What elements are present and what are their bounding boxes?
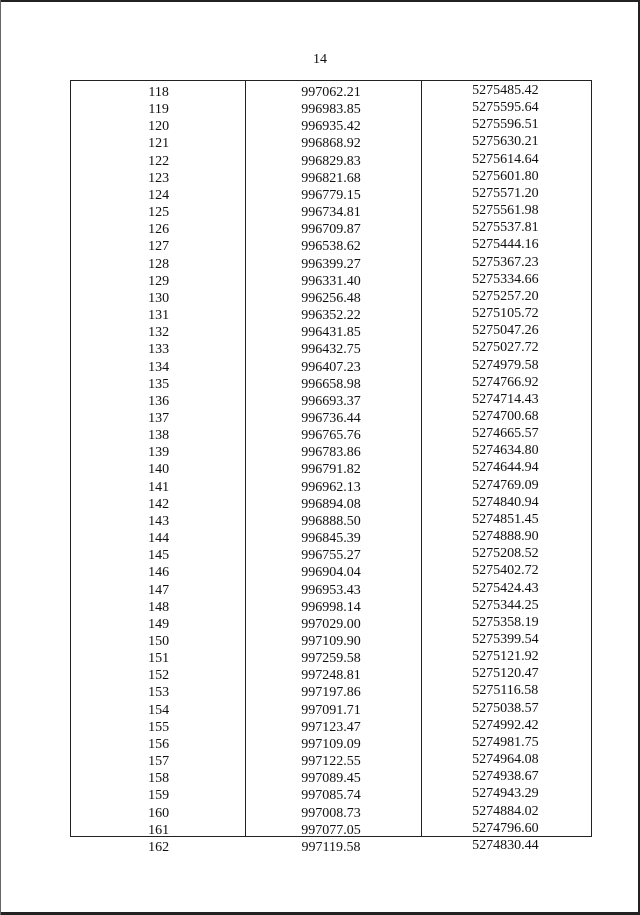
point-number-cell: 144 [148,531,170,547]
x-coordinate-cell: 996407.23 [301,359,361,375]
y-coordinate-cell: 5275424.43 [472,580,539,596]
point-number-cell: 148 [148,599,170,615]
x-coordinate-cell: 997122.55 [301,754,361,770]
point-number-cell: 137 [148,410,170,426]
point-number-cell: 156 [148,736,170,752]
y-coordinate-cell: 5275596.51 [472,117,539,133]
point-number-cell: 154 [148,702,170,718]
x-coordinate-cell: 996331.40 [301,273,361,289]
point-number-cell: 151 [148,651,170,667]
table-row [71,839,591,856]
x-coordinate-cell: 996352.22 [301,308,361,324]
x-coordinate-cell: 996904.04 [301,565,361,581]
y-coordinate-cell: 5274884.02 [472,803,539,819]
point-number-cell: 155 [148,719,170,735]
y-coordinate-cell: 5274938.67 [472,769,539,785]
point-number-cell: 157 [148,754,170,770]
y-coordinate-cell: 5275399.54 [472,632,539,647]
x-coordinate-cell: 996709.87 [301,222,361,238]
x-coordinate-cell: 996693.37 [301,393,361,409]
point-number-cell: 133 [148,342,170,358]
point-number-cell: 135 [148,376,170,392]
x-coordinate-cell: 996962.13 [301,479,361,495]
point-number-cell: 152 [148,668,170,684]
y-coordinate-cell: 5274851.45 [472,511,539,527]
y-coordinate-cell: 5274943.29 [472,786,539,802]
y-coordinate-cell: 5274766.92 [472,374,539,390]
x-coordinate-cell: 997062.21 [301,85,361,100]
point-number-cell: 136 [148,393,170,409]
y-coordinate-cell: 5274714.43 [472,391,539,407]
x-coordinate-cell: 996845.39 [301,531,361,547]
y-coordinate-cell: 5275601.80 [472,168,539,184]
y-coordinate-cell: 5275121.92 [472,649,539,665]
y-coordinate-cell: 5275334.66 [472,271,539,287]
point-number-cell: 158 [148,771,170,787]
x-coordinate-cell: 997119.58 [301,839,361,855]
y-coordinate-cell: 5275344.25 [472,597,539,613]
y-coordinate-cell: 5275208.52 [472,546,539,562]
x-coordinate-cell: 996998.14 [301,599,361,615]
x-coordinate-cell: 997085.74 [301,788,361,804]
point-number-cell: 125 [148,205,170,221]
x-coordinate-cell: 996431.85 [301,325,361,341]
point-number-cell: 146 [148,565,170,581]
x-coordinate-cell: 997109.90 [301,634,361,649]
point-number-cell: 140 [148,462,170,478]
point-number-cell: 138 [148,428,170,444]
y-coordinate-cell: 5275367.23 [472,254,539,270]
x-coordinate-cell: 996953.43 [301,582,361,598]
x-coordinate-cell: 996868.92 [301,136,361,152]
point-number-cell: 119 [148,102,169,118]
y-coordinate-cell: 5274888.90 [472,529,539,545]
y-coordinate-cell: 5274992.42 [472,717,539,733]
point-number-cell: 162 [148,839,170,855]
point-number-cell: 141 [148,479,170,495]
y-coordinate-cell: 5274634.80 [472,443,539,459]
x-coordinate-cell: 997091.71 [301,702,361,718]
y-coordinate-cell: 5275257.20 [472,288,539,304]
y-coordinate-cell: 5275614.64 [472,151,539,167]
x-coordinate-cell: 996935.42 [301,119,361,135]
x-coordinate-cell: 996791.82 [301,462,361,478]
x-coordinate-cell: 996783.86 [301,445,361,461]
point-number-cell: 134 [148,359,170,375]
y-coordinate-cell: 5275561.98 [472,203,539,219]
x-coordinate-cell: 996829.83 [301,153,361,169]
x-coordinate-cell: 997248.81 [301,668,361,684]
x-coordinate-cell: 996983.85 [301,102,361,118]
x-coordinate-cell: 996734.81 [301,205,361,221]
point-number-cell: 159 [148,788,170,804]
x-coordinate-cell: 997197.86 [301,685,361,701]
point-number-cell: 145 [148,548,170,564]
point-number-cell: 132 [148,325,170,341]
y-coordinate-cell: 5275444.16 [472,237,539,253]
point-number-cell: 139 [148,445,170,461]
x-coordinate-cell: 996256.48 [301,290,361,306]
point-number-cell: 147 [148,582,170,598]
y-coordinate-cell: 5275571.20 [472,185,539,201]
point-number-cell: 123 [148,170,170,186]
point-number-cell: 118 [148,85,169,100]
y-coordinate-cell: 5275537.81 [472,220,539,236]
y-coordinate-cell: 5275630.21 [472,134,539,150]
y-coordinate-cell: 5275402.72 [472,563,539,579]
x-coordinate-cell: 996888.50 [301,513,361,529]
y-coordinate-cell: 5274981.75 [472,734,539,750]
x-coordinate-cell: 996755.27 [301,548,361,564]
x-coordinate-cell: 997029.00 [301,616,361,632]
y-coordinate-cell: 5274796.60 [472,820,539,836]
y-coordinate-cell: 5275027.72 [472,340,539,356]
point-number-cell: 142 [148,496,170,512]
point-number-cell: 150 [148,634,170,649]
table-body [71,84,591,856]
point-number-cell: 126 [148,222,170,238]
y-coordinate-cell: 5275047.26 [472,323,539,339]
x-coordinate-cell: 996399.27 [301,256,361,272]
y-coordinate-cell: 5274964.08 [472,752,539,768]
point-number-cell: 149 [148,616,170,632]
point-number-cell: 128 [148,256,170,272]
y-coordinate-cell: 5274665.57 [472,426,539,442]
x-coordinate-cell: 997008.73 [301,805,361,821]
y-coordinate-cell: 5275116.58 [472,683,539,699]
x-coordinate-cell: 997109.09 [301,736,361,752]
point-number-cell: 143 [148,513,170,529]
y-coordinate-cell: 5275038.57 [472,700,539,716]
point-number-cell: 121 [148,136,170,152]
x-coordinate-cell: 996821.68 [301,170,361,186]
x-coordinate-cell: 997259.58 [301,651,361,667]
point-number-cell: 160 [148,805,170,821]
x-coordinate-cell: 997123.47 [301,719,361,735]
y-coordinate-cell: 5274830.44 [472,837,539,853]
x-coordinate-cell: 996432.75 [301,342,361,358]
point-number-cell: 130 [148,290,170,306]
y-coordinate-cell: 5275358.19 [472,614,539,630]
page-border-top [0,0,640,2]
x-coordinate-cell: 996779.15 [301,187,361,203]
y-coordinate-cell: 5275120.47 [472,666,539,682]
x-coordinate-cell: 997077.05 [301,822,361,838]
point-number-cell: 153 [148,685,170,701]
x-coordinate-cell: 996894.08 [301,496,361,512]
point-number-cell: 122 [148,153,170,169]
point-number-cell: 161 [148,822,170,838]
y-coordinate-cell: 5274700.68 [472,408,539,424]
y-coordinate-cell: 5274769.09 [472,477,539,493]
y-coordinate-cell: 5274979.58 [472,357,539,373]
y-coordinate-cell: 5275595.64 [472,100,539,116]
point-number-cell: 131 [148,308,170,324]
x-coordinate-cell: 996538.62 [301,239,361,255]
x-coordinate-cell: 996765.76 [301,428,361,444]
x-coordinate-cell: 996736.44 [301,410,361,426]
x-coordinate-cell: 996658.98 [301,376,361,392]
page-number: 14 [313,52,327,67]
point-number-cell: 124 [148,187,170,203]
coordinates-table [70,80,592,855]
point-number-cell: 127 [148,239,170,255]
y-coordinate-cell: 5275485.42 [472,83,539,98]
y-coordinate-cell: 5275105.72 [472,306,539,322]
y-coordinate-cell: 5274644.94 [472,460,539,476]
page-border-left [0,0,1,915]
x-coordinate-cell: 997089.45 [301,771,361,787]
y-coordinate-cell: 5274840.94 [472,494,539,510]
point-number-cell: 120 [148,119,170,135]
point-number-cell: 129 [148,273,170,289]
